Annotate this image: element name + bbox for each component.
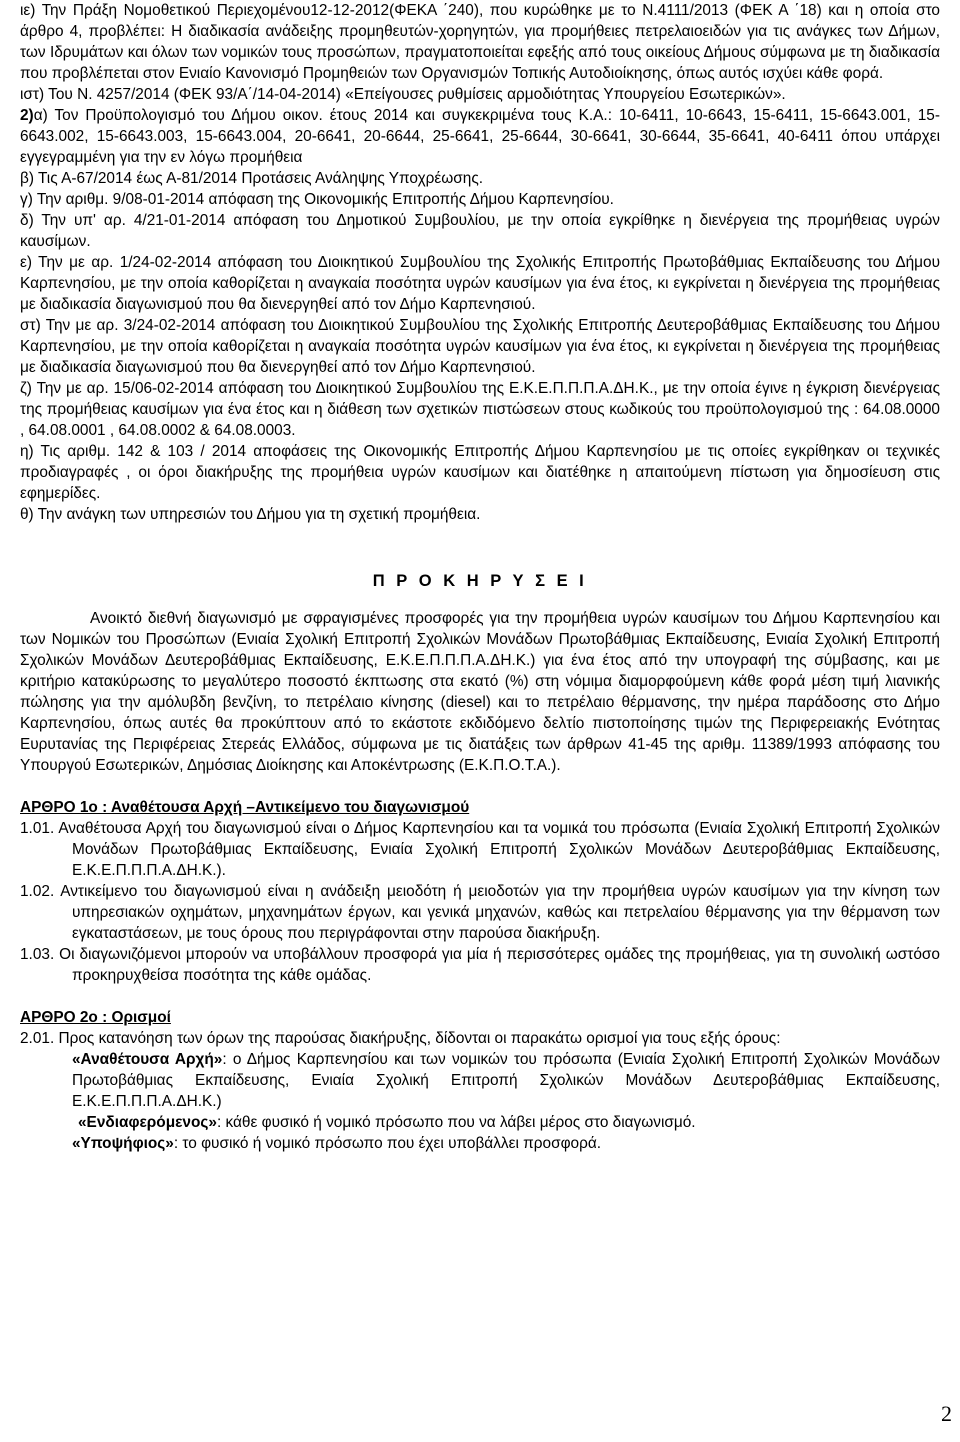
definition-text: : κάθε φυσικό ή νομικό πρόσωπο που να λάβει μέρος στο διαγωνισμό. bbox=[216, 1114, 696, 1131]
article-1-heading: ΑΡΘΡΟ 1ο : Αναθέτουσα Αρχή –Αντικείμενο του διαγωνισμού bbox=[20, 799, 470, 816]
announcement-body: Ανοικτό διεθνή διαγωνισμό με σφραγισμένες προσφορές για την προμήθεια υγρών καυσίμων του Δήμου Καρπενησίου και των Νομικών του Προσώπων (Ενιαία Σχολική Επιτροπή Σχολικών Μονάδων Πρωτοβάθμιας Εκπαίδευσης, Ενιαία Σχολική Επιτροπή Σχολικών Μονάδων Δευτεροβάθμιας Εκπαίδευσης, Ε.Κ.Ε.Π.Π.Π.Α.ΔΗ.Κ.) για ένα έτος από την υπογραφή της σύμβασης, και με κριτήριο κατακύρωσης το μεγαλύτερο ποσοστό έκπτωσης στα εκατό (%) στη νόμιμα διαμορφούμενη κάθε φορά μέση τιμή λιανικής πώλησης για την αμόλυβδη βενζίνη, το πετρέλαιο κίνησης (diesel) και το πετρέλαιο θέρμανσης, την ημέρα παράδοσης στο Δήμο Καρπενησίου, όπως αυτές θα προκύπτουν από το εκάστοτε εκδιδόμενο δελτίο πιστοποίησης τιμών της Περιφερειακής Ενότητας Ευρυτανίας της Περιφέρειας Στερεάς Ελλάδος, σύμφωνα με τις διατάξεις των άρθρων 41-45 της αριθμ. 11389/1993 απόφασης του Υπουργού Εσωτερικών, Δημόσιας Διοίκησης και Αποκέντρωσης (Ε.Κ.Π.Ο.Τ.Α.). bbox=[20, 610, 940, 774]
article-2-item-1: 2.01. Προς κατανόηση των όρων της παρούσας διακήρυξης, δίδονται οι παρακάτω ορισμοί για τους εξής όρους: bbox=[20, 1030, 781, 1047]
preamble-2a bbox=[20, 105, 940, 168]
preamble-th: θ) Την ανάγκη των υπηρεσιών του Δήμου για τη σχετική προμήθεια. bbox=[20, 506, 481, 523]
definition-text: : ο Δήμος Καρπενησίου και των νομικών του πρόσωπα (Ενιαία Σχολική Επιτροπή Σχολικών Μονάδων Πρωτοβάθμιας Εκπαίδευσης, Ενιαία Σχολική Επιτροπή Σχολικών Μονάδων Δευτεροβάθμιας Εκπαίδευσης, Ε.Κ.Ε.Π.Π.Π.Α.ΔΗ.Κ.) bbox=[72, 1051, 940, 1110]
section-2-label: 2) bbox=[20, 107, 34, 124]
preamble-d: δ) Την υπ' αρ. 4/21-01-2014 απόφαση του Δημοτικού Συμβουλίου, με την οποία εγκρίθηκε η διενέργεια της προμήθειας υγρών καυσίμων. bbox=[20, 212, 940, 250]
preamble-ie: ιε) Την Πράξη Νομοθετικού Περιεχομένου12-12-2012(ΦΕΚΑ ΄240), που κυρώθηκε με το Ν.4111/2013 (ΦΕΚ Α ΄18) και η οποία στο άρθρο 4, προβλέπει: Η διαδικασία ανάδειξης προμηθευτών-χορηγητών, για προμήθειες πετρελαιοειδών για τις ανάγκες των Δήμων, των Ιδρυμάτων και όλων των νομικών τους προσώπων, πραγματοποιείται εφεξής από τους οικείους Δήμους σύμφωνα με τη διαδικασία που προβλέπεται στον Ενιαίο Κανονισμό Προμηθειών των Οργανισμών Τοπικής Αυτοδιοίκησης, όπως αυτός ισχύει κάθε φορά. bbox=[20, 2, 940, 82]
article-1-item-1: 1.01. Αναθέτουσα Αρχή του διαγωνισμού είναι ο Δήμος Καρπενησίου και τα νομικά του πρόσωπα (Ενιαία Σχολική Επιτροπή Σχολικών Μονάδων Πρωτοβάθμιας Εκπαίδευσης, Ενιαία Σχολική Επιτροπή Σχολικών Μονάδων Δευτεροβάθμιας Εκπαίδευσης, Ε.Κ.Ε.Π.Π.Π.Α.ΔΗ.Κ.). bbox=[20, 820, 940, 879]
preamble-b: β) Τις Α-67/2014 έως Α-81/2014 Προτάσεις Ανάληψης Υποχρέωσης. bbox=[20, 170, 484, 187]
definition-contracting-authority bbox=[20, 1049, 940, 1112]
announcement-title: Π Ρ Ο Κ Η Ρ Υ Σ Ε Ι bbox=[372, 572, 588, 590]
document-page bbox=[20, 0, 940, 1154]
page-number: 2 bbox=[941, 1401, 952, 1426]
preamble-ist: ιστ) Του Ν. 4257/2014 (ΦΕΚ 93/Α΄/14-04-2014) «Επείγουσες ρυθμίσεις αρμοδιότητας Υπουργείου Εσωτερικών». bbox=[20, 86, 786, 103]
preamble-g: γ) Την αριθμ. 9/08-01-2014 απόφαση της Οικονομικής Επιτροπής Δήμου Καρπενησίου. bbox=[20, 191, 614, 208]
article-1-item-2: 1.02. Αντικείμενο του διαγωνισμού είναι η ανάδειξη μειοδότη ή μειοδοτών για την προμήθεια υγρών καυσίμων για την κίνηση των υπηρεσιακών οχημάτων, μηχανημάτων έργων, και γενικά μηχανών, καθώς και πετρελαίου θέρμανσης για την θέρμανση των εγκαταστάσεων, με τους όρους που περιγράφονται στην παρούσα διακήρυξη. bbox=[20, 883, 940, 942]
definition-term: «Αναθέτουσα Αρχή» bbox=[72, 1051, 223, 1068]
definition-term: «Ενδιαφερόμενος» bbox=[78, 1114, 217, 1131]
preamble-2a-text: α) Τον Προϋπολογισμό του Δήμου οικον. έτους 2014 και συγκεκριμένα τους Κ.Α.: 10-6411, 10-6643, 15-6411, 15-6643.001, 15-6643.002, 15-6643.003, 15-6643.004, 20-6641, 20-6644, 25-6641, 25-6644, 30-6641, 30-6644, 35-6641, 40-6411 όπου υπάρχει εγγεγραμμένη για την εν λόγω προμήθεια bbox=[20, 107, 940, 166]
definition-candidate bbox=[20, 1133, 940, 1154]
preamble-st: στ) Την με αρ. 3/24-02-2014 απόφαση του Διοικητικού Συμβουλίου της Σχολικής Επιτροπής Δευτεροβάθμιας Εκπαίδευσης του Δήμου Καρπενησίου, με την οποία καθορίζεται η αναγκαία ποσότητα υγρών καυσίμων για ένα έτος, κι εγκρίνεται η διενέργεια της προμήθειας με διαδικασία διαγωνισμού που θα διενεργηθεί από τον Δήμο Καρπενησιού. bbox=[20, 317, 940, 376]
article-2-heading: ΑΡΘΡΟ 2ο : Ορισμοί bbox=[20, 1009, 171, 1026]
definition-text: : το φυσικό ή νομικό πρόσωπο που έχει υποβάλλει προσφορά. bbox=[173, 1135, 602, 1152]
preamble-z: ζ) Την με αρ. 15/06-02-2014 απόφαση του Διοικητικού Συμβουλίου της Ε.Κ.Ε.Π.Π.Π.Α.ΔΗ.Κ., με την οποία έγινε η έγκριση διενέργειας της προμήθειας καυσίμων για ένα έτος και η διάθεση των σχετικών πιστώσεων στους κωδικούς του προϋπολογισμού της : 64.08.0000 , 64.08.0001 , 64.08.0002 & 64.08.0003. bbox=[20, 380, 940, 439]
preamble-h: η) Τις αριθμ. 142 & 103 / 2014 αποφάσεις της Οικονομικής Επιτροπής Δήμου Καρπενησίου με τις οποίες εγκρίθηκαν οι τεχνικές προδιαγραφές , οι όροι διακήρυξης της προμήθεια υγρών καυσίμων και διατέθηκε η απαιτούμενη πίστωση για δημοσίευση στις εφημερίδες. bbox=[20, 443, 940, 502]
article-1-item-3: 1.03. Οι διαγωνιζόμενοι μπορούν να υποβάλλουν προσφορά για μία ή περισσότερες ομάδες της προμήθειας, για τη συνολική ωστόσο προκηρυχθείσα ποσότητα της κάθε ομάδας. bbox=[20, 946, 940, 984]
definition-interested-party bbox=[20, 1112, 940, 1133]
preamble-e: ε) Την με αρ. 1/24-02-2014 απόφαση του Διοικητικού Συμβουλίου της Σχολικής Επιτροπής Πρωτοβάθμιας Εκπαίδευσης του Δήμου Καρπενησίου, με την οποία καθορίζεται η αναγκαία ποσότητα υγρών καυσίμων για ένα έτος, κι εγκρίνεται η διενέργεια της προμήθειας με διαδικασία διαγωνισμού που θα διενεργηθεί από τον Δήμο Καρπενησιού. bbox=[20, 254, 940, 313]
definition-term: «Υποψήφιος» bbox=[72, 1135, 174, 1152]
